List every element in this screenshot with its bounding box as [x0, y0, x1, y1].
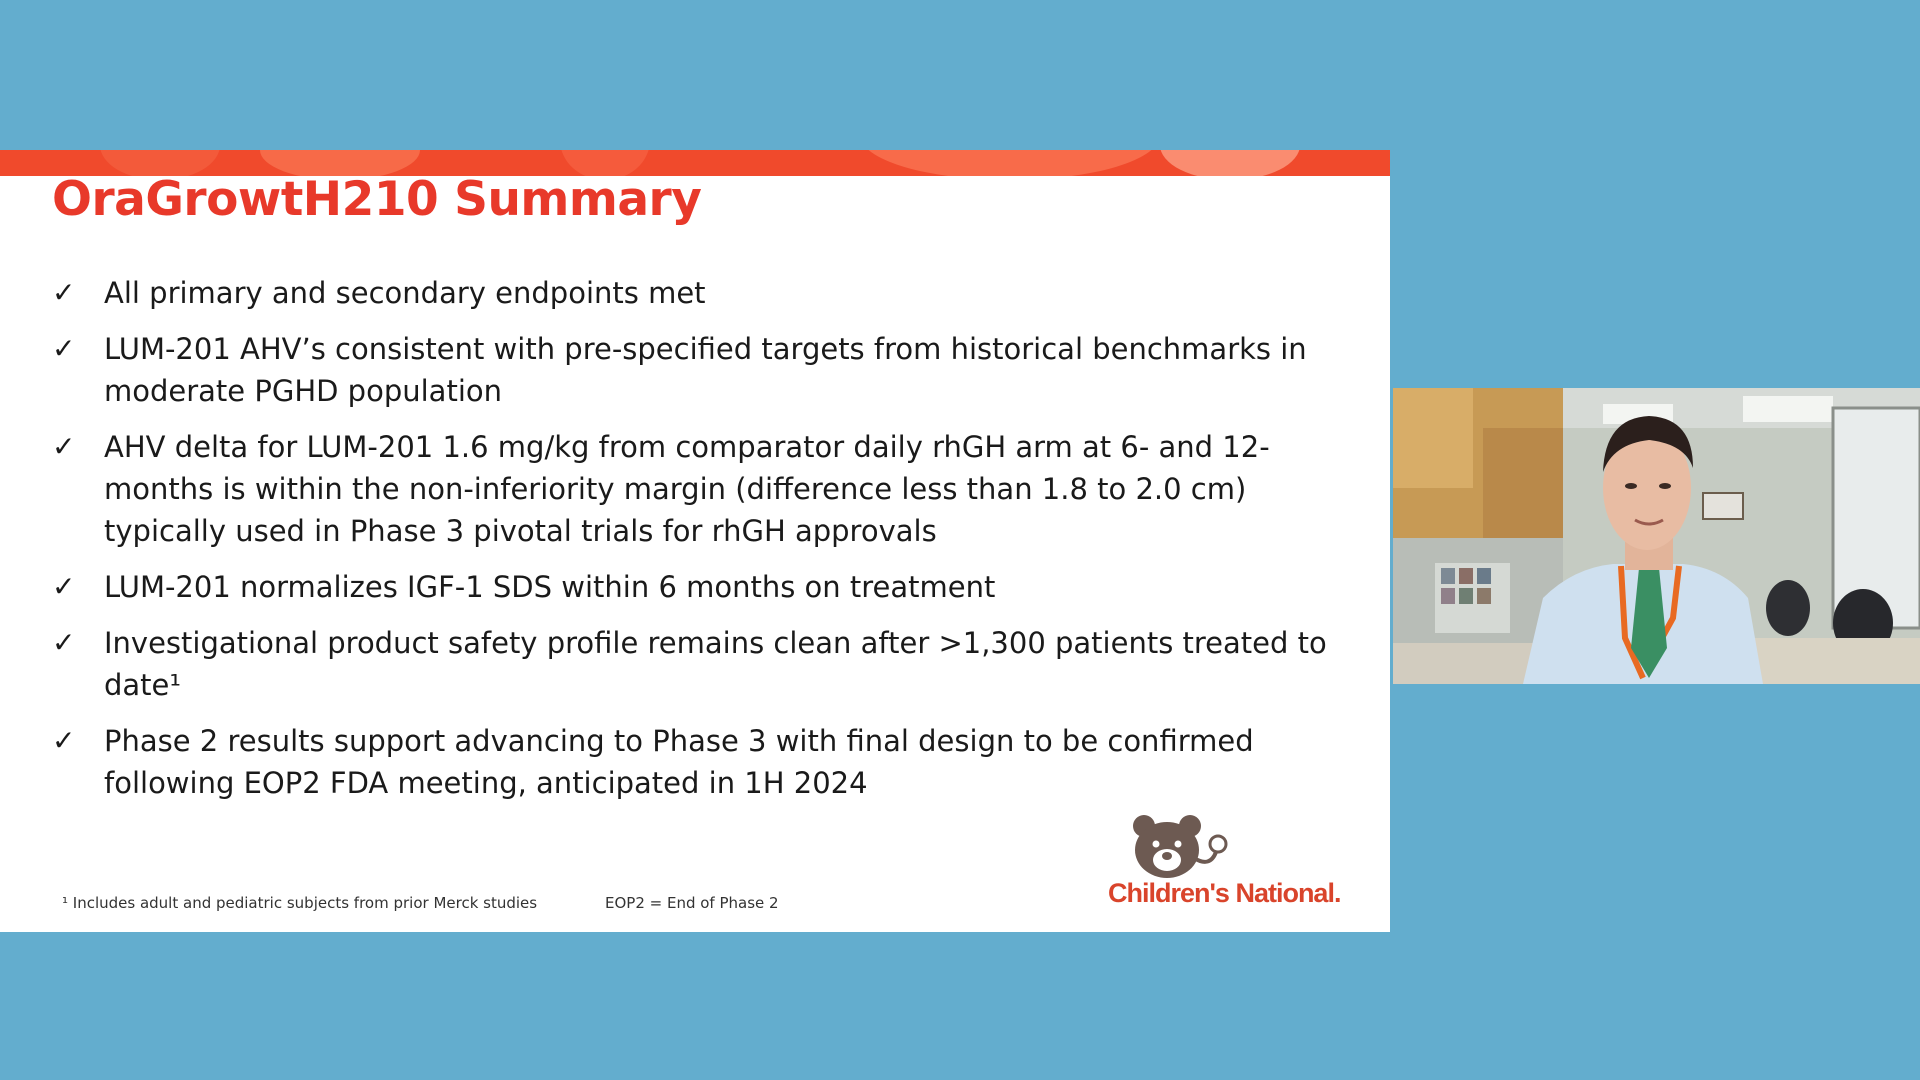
checkmark-icon: ✓ [52, 570, 76, 603]
childrens-national-logo [1106, 810, 1341, 910]
presenter-video-icon [1393, 388, 1920, 684]
bullet-text: AHV delta for LUM-201 1.6 mg/kg from comparator daily rhGH arm at 6- and 12-months is within the non-inferiority margin (difference less than 1.8 to 2.0 cm) typically used in Phase 3 pivotal trials for rhGH approvals [104, 430, 1270, 548]
footnote-merck: ¹ Includes adult and pediatric subjects from prior Merck studies [62, 894, 538, 912]
checkmark-icon: ✓ [52, 276, 76, 309]
bullet-text: Investigational product safety profile remains clean after >1,300 patients treated to date¹ [104, 626, 1327, 702]
slide-title: OraGrowtH210 Summary [52, 172, 702, 227]
bullet-text: LUM-201 AHV’s consistent with pre-specified targets from historical benchmarks in moderate PGHD population [104, 332, 1307, 408]
list-item [52, 426, 1372, 552]
footnote-eop2: EOP2 = End of Phase 2 [605, 894, 779, 912]
presenter-video[interactable] [1393, 388, 1920, 684]
bullet-list [52, 272, 1372, 818]
shared-slide [0, 150, 1390, 932]
list-item [52, 720, 1372, 804]
list-item [52, 328, 1372, 412]
checkmark-icon: ✓ [52, 430, 76, 463]
bullet-text: Phase 2 results support advancing to Phase 3 with final design to be confirmed following EOP2 FDA meeting, anticipated in 1H 2024 [104, 724, 1254, 800]
checkmark-icon: ✓ [52, 724, 76, 757]
teddy-bear-stethoscope-icon [1122, 812, 1232, 882]
list-item [52, 566, 1372, 608]
list-item [52, 272, 1372, 314]
logo-text: Children's National. [1108, 878, 1341, 908]
checkmark-icon: ✓ [52, 332, 76, 365]
bullet-text: LUM-201 normalizes IGF-1 SDS within 6 months on treatment [104, 570, 996, 604]
bullet-text: All primary and secondary endpoints met [104, 276, 706, 310]
list-item [52, 622, 1372, 706]
checkmark-icon: ✓ [52, 626, 76, 659]
